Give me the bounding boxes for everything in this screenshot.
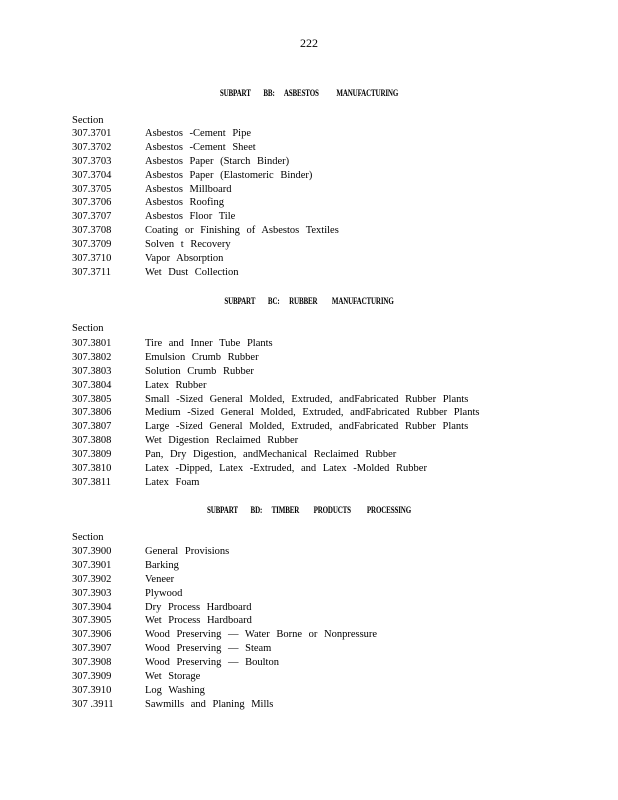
section-title: Medium -Sized General Molded, Extruded, andFabricated Rubber Plants	[145, 407, 480, 419]
section-code: 307.3710	[72, 253, 112, 265]
section-code: 307.3900	[72, 546, 112, 557]
section-code: 307.3701	[72, 128, 112, 139]
section-entry	[72, 573, 602, 587]
section-entry	[72, 462, 602, 476]
section-entry	[72, 351, 602, 365]
section-code: 307.3906	[72, 629, 112, 641]
section-title: Wet Storage	[145, 671, 201, 683]
section-title: Dry Process Hardboard	[145, 601, 252, 613]
section-title: Emulsion Crumb Rubber	[145, 351, 259, 363]
section-entry	[72, 614, 602, 628]
section-code: 307.3902	[72, 573, 112, 585]
subpart-bd-entries	[72, 545, 602, 712]
section-entry	[72, 601, 602, 615]
section-code: 307.3904	[72, 601, 112, 613]
section-code: 307.3910	[72, 684, 112, 696]
section-title: Pan, Dry Digestion, andMechanical Reclaimed Rubber	[145, 449, 397, 461]
section-code: 307.3704	[72, 169, 112, 181]
section-title: Vapor Absorption	[145, 253, 224, 265]
section-code: 307.3807	[72, 421, 112, 433]
section-entry	[72, 252, 602, 266]
section-title: Latex Foam	[145, 476, 200, 488]
section-code: 307.3709	[72, 239, 112, 251]
section-title: Veneer	[145, 573, 175, 585]
section-code: 307.3907	[72, 643, 112, 655]
section-entry	[72, 434, 602, 448]
section-code: 307.3805	[72, 393, 112, 405]
section-entry	[72, 127, 602, 141]
section-code: 307.3803	[72, 365, 112, 377]
section-title: Wood Preserving — Steam	[145, 643, 272, 655]
section-entry	[72, 684, 602, 698]
section-title: Wood Preserving — Boulton	[145, 657, 279, 669]
section-code: 307.3901	[72, 559, 112, 571]
section-title: Solution Crumb Rubber	[145, 365, 254, 377]
section-code: 307.3909	[72, 671, 112, 683]
section-entry	[72, 238, 602, 252]
section-code: 307 .3911	[72, 698, 114, 710]
section-title: Wood Preserving — Water Borne or Nonpressure	[145, 629, 378, 641]
section-entry	[72, 379, 602, 393]
section-code: 307.3806	[72, 407, 112, 419]
section-title: Asbestos Roofing	[145, 197, 224, 209]
section-entry	[72, 476, 602, 490]
section-title: Tire and Inner Tube Plants	[145, 338, 273, 349]
section-entry	[72, 642, 602, 656]
subpart-bd-section-label: Section	[72, 532, 104, 543]
section-entry	[72, 670, 602, 684]
section-code: 307.3705	[72, 183, 112, 195]
section-title: Wet Digestion Reclaimed Rubber	[145, 435, 299, 447]
section-entry	[72, 365, 602, 379]
section-title: Sawmills and Planing Mills	[145, 698, 274, 710]
section-entry	[72, 545, 602, 559]
section-title: Asbestos Millboard	[145, 183, 232, 195]
section-title: Asbestos -Cement Pipe	[145, 128, 251, 139]
section-title: Coating or Finishing of Asbestos Textiles	[145, 225, 339, 237]
section-code: 307.3804	[72, 379, 112, 391]
section-entry	[72, 559, 602, 573]
section-title: Asbestos Paper (Starch Binder)	[145, 155, 290, 167]
section-code: 307.3703	[72, 155, 112, 167]
section-entry	[72, 698, 602, 712]
section-title: Asbestos Floor Tile	[145, 211, 236, 223]
section-code: 307.3808	[72, 435, 112, 447]
section-entry	[72, 337, 602, 351]
section-code: 307.3801	[72, 338, 112, 349]
section-title: Log Washing	[145, 684, 205, 696]
section-code: 307.3811	[72, 476, 111, 488]
subpart-bc-heading: SUBPART BC: RUBBER MANUFACTURING	[224, 296, 394, 306]
section-entry	[72, 169, 602, 183]
section-title: Asbestos Paper (Elastomeric Binder)	[145, 169, 313, 181]
section-entry	[72, 141, 602, 155]
section-entry	[72, 656, 602, 670]
section-code: 307.3903	[72, 587, 112, 599]
section-title: Asbestos -Cement Sheet	[145, 141, 256, 153]
section-code: 307.3809	[72, 449, 112, 461]
section-entry	[72, 266, 602, 280]
section-title: Latex -Dipped, Latex -Extruded, and Latex -Molded Rubber	[145, 463, 427, 475]
subpart-bd-heading: SUBPART BD: TIMBER PRODUCTS PROCESSING	[206, 505, 412, 515]
section-code: 307.3707	[72, 211, 112, 223]
section-entry	[72, 210, 602, 224]
section-entry	[72, 448, 602, 462]
subpart-bb-heading: SUBPART BB: ASBESTOS MANUFACTURING	[219, 88, 399, 98]
section-entry	[72, 224, 602, 238]
section-title: Wet Process Hardboard	[145, 615, 252, 627]
subpart-bc-section-label: Section	[72, 323, 104, 334]
section-entry	[72, 406, 602, 420]
section-title: Wet Dust Collection	[145, 266, 239, 278]
section-entry	[72, 393, 602, 407]
section-code: 307.3810	[72, 463, 112, 475]
section-title: Small -Sized General Molded, Extruded, andFabricated Rubber Plants	[145, 393, 469, 405]
section-code: 307.3711	[72, 266, 111, 278]
section-entry	[72, 587, 602, 601]
subpart-bc-entries	[72, 337, 602, 490]
section-entry	[72, 420, 602, 434]
section-entry	[72, 628, 602, 642]
section-title: Plywood	[145, 587, 183, 599]
section-entry	[72, 196, 602, 210]
section-title: Large -Sized General Molded, Extruded, andFabricated Rubber Plants	[145, 421, 469, 433]
section-title: Solven t Recovery	[145, 239, 231, 251]
section-code: 307.3908	[72, 657, 112, 669]
section-entry	[72, 183, 602, 197]
section-code: 307.3706	[72, 197, 112, 209]
section-code: 307.3708	[72, 225, 112, 237]
section-entry	[72, 155, 602, 169]
subpart-bb-entries	[72, 127, 602, 280]
section-title: Latex Rubber	[145, 379, 207, 391]
section-title: Barking	[145, 559, 179, 571]
section-code: 307.3802	[72, 351, 112, 363]
section-title: General Provisions	[145, 546, 230, 557]
subpart-bb-section-label: Section	[72, 115, 104, 126]
section-code: 307.3905	[72, 615, 112, 627]
section-code: 307.3702	[72, 141, 112, 153]
page-number: 222	[300, 36, 318, 50]
